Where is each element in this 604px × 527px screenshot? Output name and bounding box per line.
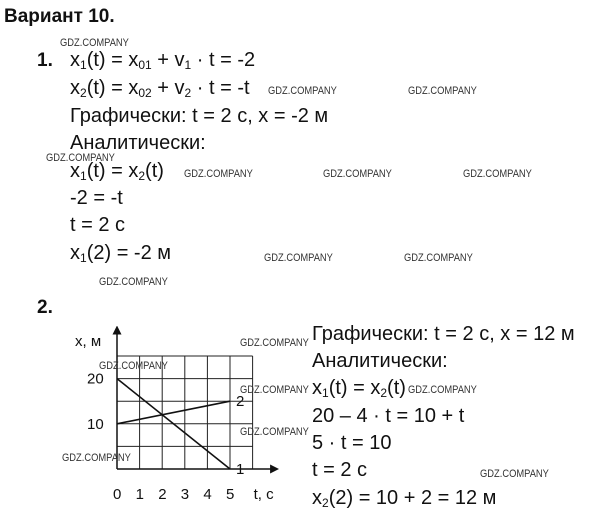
page-title: Вариант 10. <box>4 6 115 27</box>
task1-equation-x2: $x_2(t) = x_{02} + v_2 \cdot t = -t$ <box>70 77 250 100</box>
watermark: GDZ.COMPANY <box>240 337 309 349</box>
watermark: GDZ.COMPANY <box>46 152 115 164</box>
watermark: GDZ.COMPANY <box>463 168 532 180</box>
task1-number: 1. <box>37 50 53 71</box>
watermark: GDZ.COMPANY <box>240 384 309 396</box>
watermark: GDZ.COMPANY <box>408 85 477 97</box>
task2-graphical-answer: Графически: t = 2 с, x = 12 м <box>312 323 575 345</box>
task2-analytic-label: Аналитически: <box>312 350 448 372</box>
x-tick-label: 5 <box>226 486 235 503</box>
series-label-1: 1 <box>236 461 245 478</box>
watermark: GDZ.COMPANY <box>62 452 131 464</box>
chart-grid <box>117 356 253 469</box>
task2-eq-step2: 5 · t = 10 <box>312 432 392 454</box>
motion-graph <box>70 326 300 506</box>
watermark: GDZ.COMPANY <box>480 468 549 480</box>
task1-eq-equal: $x_1(t) = x_2(t)$ <box>70 160 164 183</box>
x-tick-label: 2 <box>158 486 167 503</box>
x-tick-label: 1 <box>135 486 144 503</box>
task1-analytic-label: Аналитически: <box>70 132 206 154</box>
chart-labels <box>75 333 274 503</box>
watermark: GDZ.COMPANY <box>268 85 337 97</box>
task1-eq-time: t = 2 с <box>70 214 126 236</box>
watermark: GDZ.COMPANY <box>408 384 477 396</box>
task2-eq-equal: $x_1(t) = x_2(t)$ <box>312 377 406 400</box>
watermark: GDZ.COMPANY <box>60 37 129 49</box>
watermark: GDZ.COMPANY <box>264 252 333 264</box>
task1-eq-result: $x_1(2) = -2$ м <box>70 242 172 265</box>
watermark: GDZ.COMPANY <box>99 276 168 288</box>
watermark: GDZ.COMPANY <box>240 426 309 438</box>
y-axis-label: x, м <box>75 333 102 350</box>
x-tick-label: 3 <box>180 486 190 503</box>
chart-axes <box>117 330 275 469</box>
x-tick-label: 0 <box>113 486 122 503</box>
task2-eq-result: $x_2(2) = 10 + 2 = 12$ м <box>312 487 497 510</box>
series-line-2 <box>117 401 230 424</box>
task1-graphical-answer: Графически: t = 2 с, x = -2 м <box>70 105 329 127</box>
series-label-2: 2 <box>236 393 245 411</box>
x-tick-label: 4 <box>203 486 212 503</box>
task2-eq-step1: 20 – 4 · t = 10 + t <box>312 405 465 427</box>
task2-number: 2. <box>37 297 53 318</box>
watermark: GDZ.COMPANY <box>184 168 253 180</box>
task1-equation-x1: $x_1(t) = x_{01} + v_1 \cdot t = -2$ <box>70 49 256 72</box>
y-tick-label: 20 <box>87 370 104 388</box>
x-axis-label: t, с <box>253 486 274 503</box>
y-tick-label: 10 <box>87 415 104 433</box>
watermark: GDZ.COMPANY <box>99 360 168 372</box>
watermark: GDZ.COMPANY <box>404 252 473 264</box>
task2-eq-time: t = 2 с <box>312 459 368 481</box>
task1-eq-step: -2 = -t <box>70 187 123 209</box>
watermark: GDZ.COMPANY <box>323 168 392 180</box>
